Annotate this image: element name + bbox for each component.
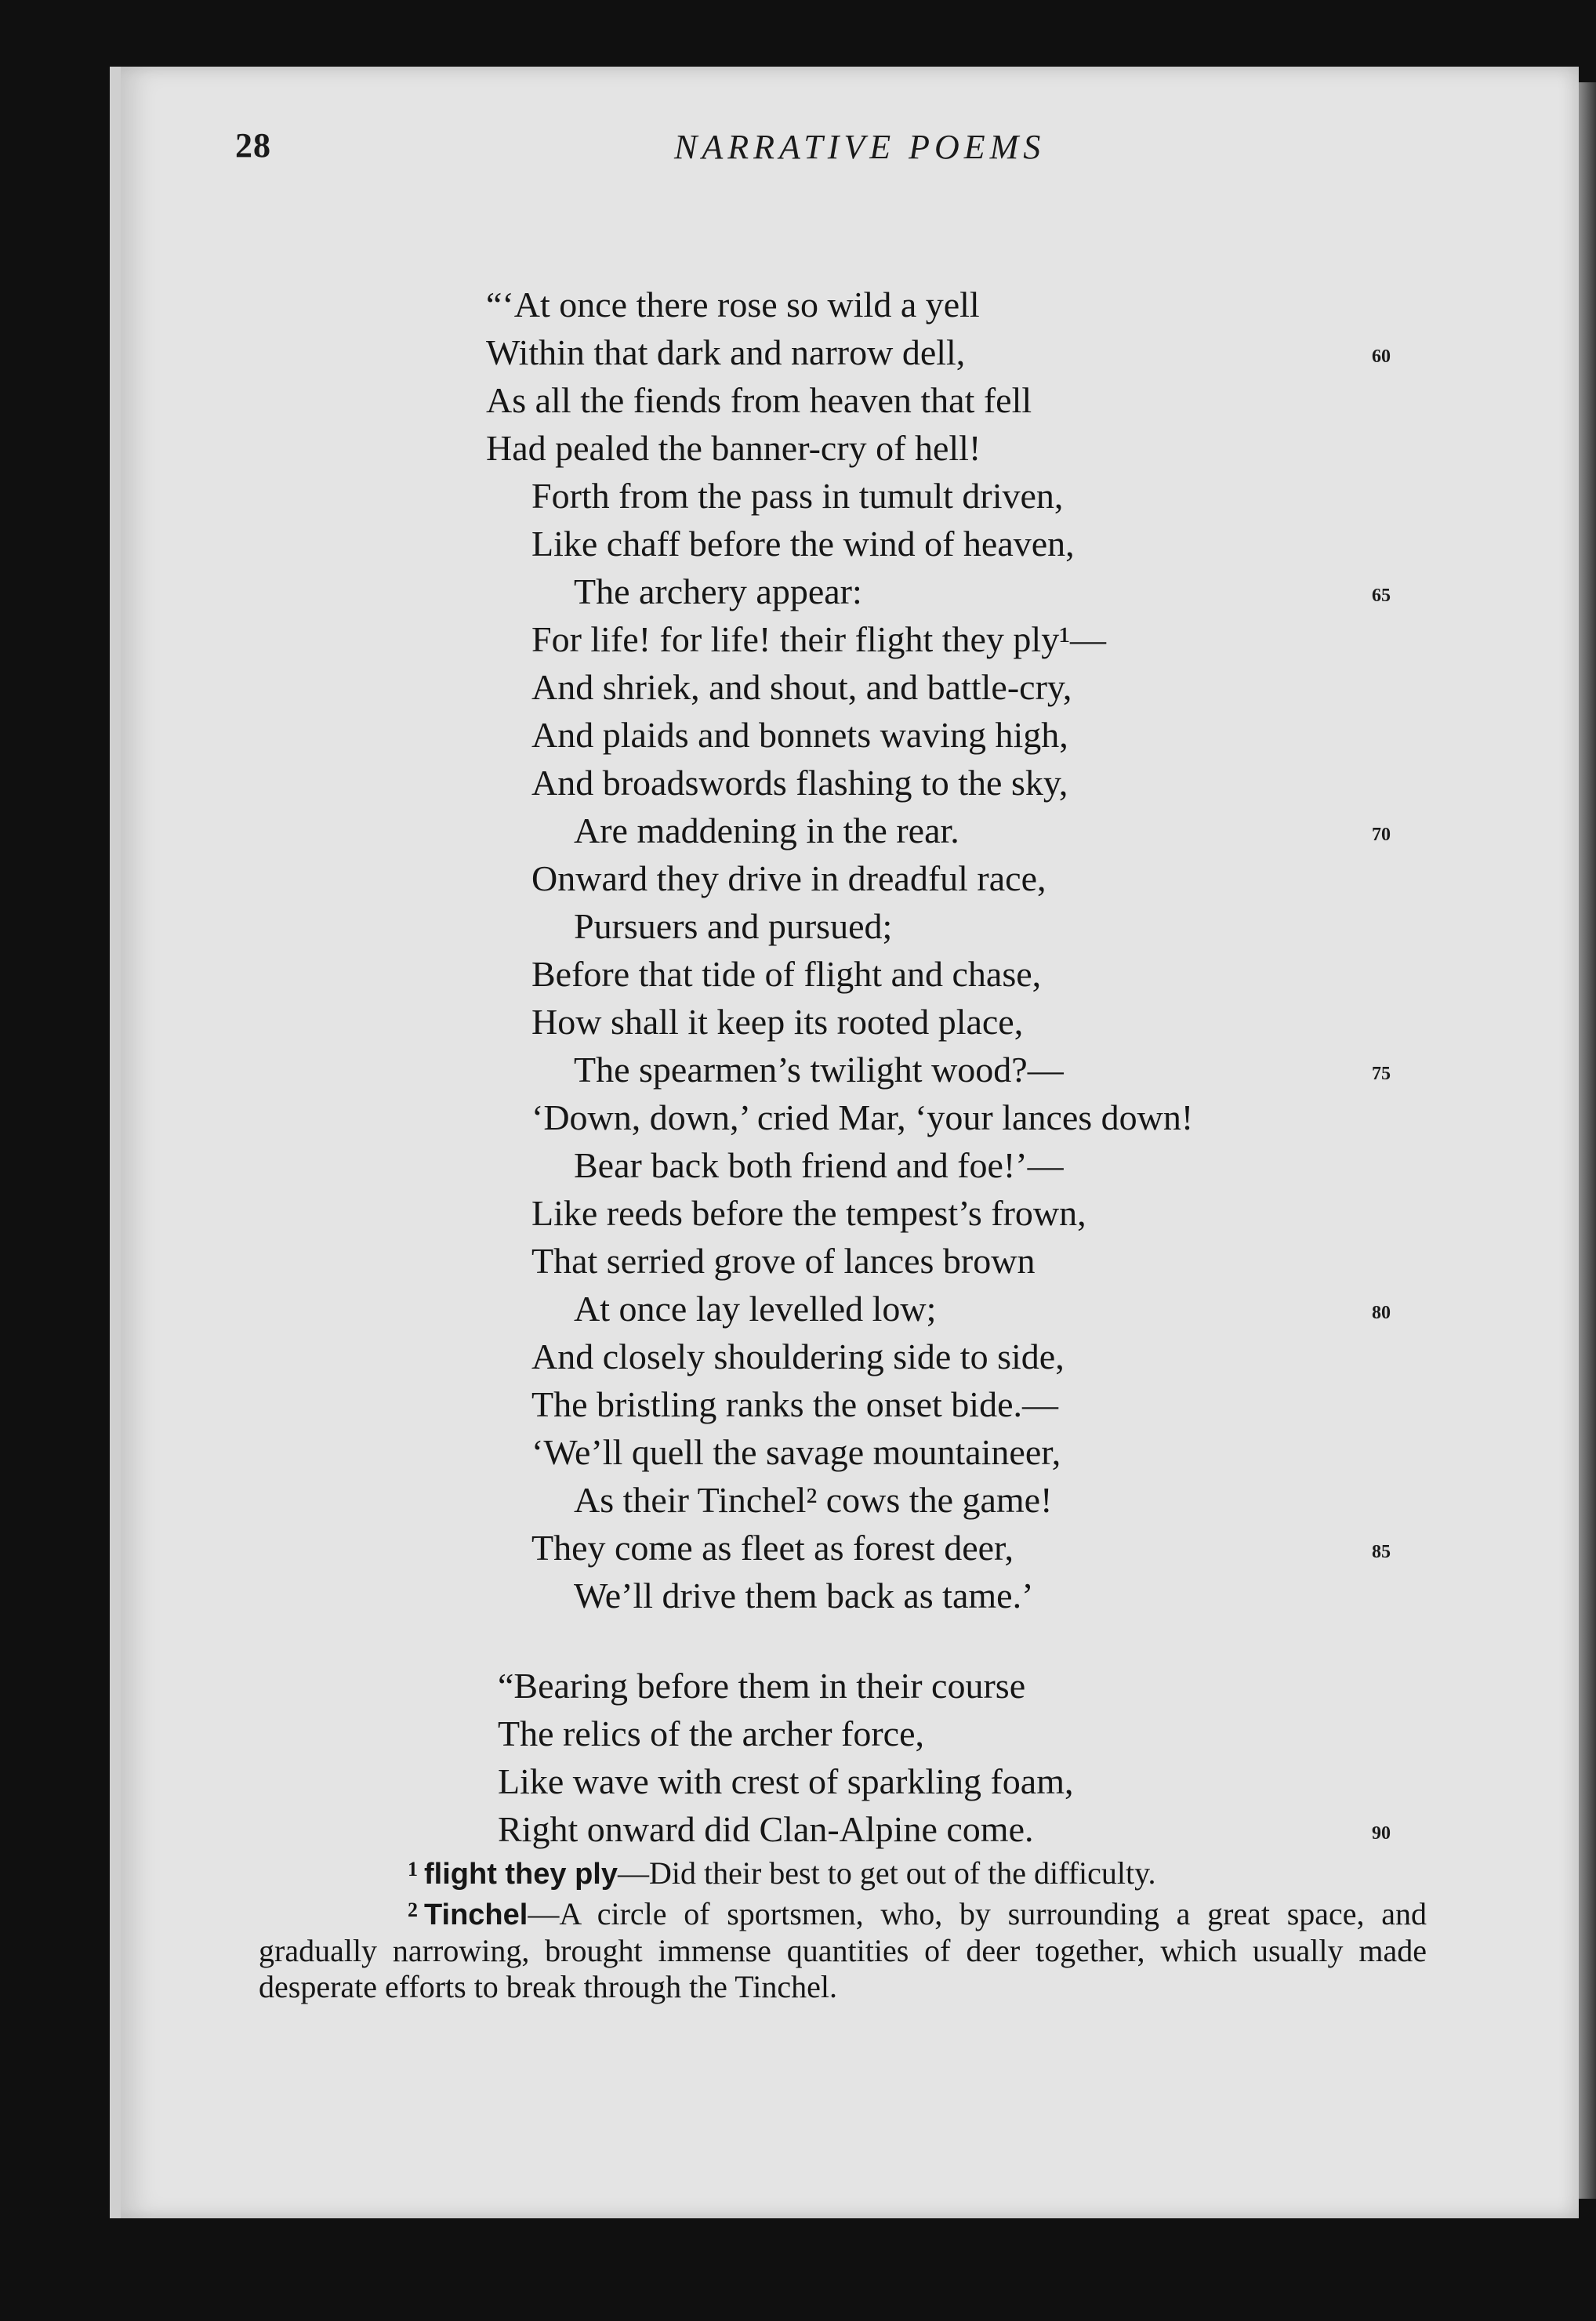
running-head: NARRATIVE POEMS — [674, 128, 1046, 166]
page-number: 28 — [235, 126, 271, 165]
poem-line-text: Like chaff before the wind of heaven, — [531, 524, 1075, 564]
poem-line — [498, 1805, 1454, 1853]
poem-line — [486, 950, 1442, 998]
footnote-marker: 1 — [408, 1858, 418, 1880]
poem-line-text: The bristling ranks the onset bide.— — [531, 1384, 1058, 1424]
line-number: 70 — [1372, 825, 1391, 845]
poem-line — [486, 376, 1442, 424]
footnote-2 — [259, 1892, 1427, 2005]
poem-line — [486, 759, 1442, 807]
poem-line — [486, 424, 1442, 472]
poem-line — [498, 1662, 1454, 1710]
poem-line — [486, 472, 1442, 520]
poem-line — [486, 711, 1442, 759]
footnotes — [259, 1851, 1427, 2005]
poem-line — [486, 663, 1442, 711]
line-number: 80 — [1372, 1303, 1391, 1323]
poem-line-text: We’ll drive them back as tame.’ — [574, 1576, 1034, 1616]
poem-line-text: The archery appear: — [574, 571, 862, 611]
poem-line-text: They come as fleet as forest deer, — [531, 1528, 1014, 1568]
page-header — [235, 125, 1411, 188]
poem-line-text: And plaids and bonnets waving high, — [531, 715, 1068, 755]
line-number: 60 — [1372, 346, 1391, 367]
poem-line-text: That serried grove of lances brown — [531, 1241, 1036, 1281]
poem-line — [486, 615, 1442, 663]
footnote-marker: 2 — [408, 1899, 418, 1921]
poem-line — [486, 1428, 1442, 1476]
poem-line-text: As all the fiends from heaven that fell — [486, 380, 1032, 420]
poem-line — [486, 281, 1442, 328]
footnote-term: flight they ply — [424, 1858, 618, 1891]
poem-line-text: For life! for life! their flight they ply¹— — [531, 619, 1106, 659]
poem-line-text: “Bearing before them in their course — [498, 1666, 1026, 1706]
line-number: 75 — [1372, 1064, 1391, 1084]
poem-line — [498, 1757, 1454, 1805]
poem-line — [486, 1189, 1442, 1237]
footnote-1 — [259, 1851, 1427, 1892]
poem-line-text: And broadswords flashing to the sky, — [531, 763, 1068, 803]
line-number: 65 — [1372, 586, 1391, 606]
poem-line-text: Like reeds before the tempest’s frown, — [531, 1193, 1086, 1233]
poem-line — [486, 854, 1442, 902]
poem-line-text: Onward they drive in dreadful race, — [531, 858, 1046, 898]
poem-line-text: And shriek, and shout, and battle-cry, — [531, 667, 1072, 707]
poem-line-text: Within that dark and narrow dell, — [486, 332, 966, 372]
poem-line-text: At once lay levelled low; — [574, 1289, 937, 1329]
page-edge-shadow — [1579, 82, 1596, 2199]
poem-line-text: Right onward did Clan-Alpine come. — [498, 1809, 1034, 1849]
poem-line — [486, 1380, 1442, 1428]
poem-line — [486, 1572, 1442, 1619]
poem-line — [486, 1524, 1442, 1572]
poem-line-text: ‘Down, down,’ cried Mar, ‘your lances down! — [531, 1097, 1194, 1137]
stanza-2 — [498, 1662, 1454, 1853]
poem-line-text: ‘We’ll quell the savage mountaineer, — [531, 1432, 1061, 1472]
poem-line — [486, 998, 1442, 1046]
poem-line-text: “‘At once there rose so wild a yell — [486, 285, 980, 325]
poem-line-text: The relics of the archer force, — [498, 1714, 925, 1753]
poem-line — [486, 328, 1442, 376]
poem-line-text: Bear back both friend and foe!’— — [574, 1145, 1064, 1185]
poem-line — [486, 902, 1442, 950]
poem-line-text: Had pealed the banner-cry of hell! — [486, 428, 981, 468]
footnote-text: —A circle of sportsmen, who, by surrounding a great space, and gradually narrowing, brought immense quantities of deer together, which usually made desperate efforts to break through the Tinchel. — [259, 1896, 1427, 2004]
poem-line — [498, 1710, 1454, 1757]
poem-line — [486, 520, 1442, 568]
poem-line — [486, 568, 1442, 615]
poem-line — [486, 807, 1442, 854]
poem-line-text: And closely shouldering side to side, — [531, 1336, 1065, 1376]
footnote-text: —Did their best to get out of the difficulty. — [618, 1855, 1156, 1891]
poem-line — [486, 1285, 1442, 1333]
footnote-term: Tinchel — [424, 1899, 528, 1931]
poem-line-text: Forth from the pass in tumult driven, — [531, 476, 1064, 516]
poem-line — [486, 1237, 1442, 1285]
poem-line — [486, 1046, 1442, 1093]
poem-line-text: As their Tinchel² cows the game! — [574, 1480, 1053, 1520]
poem-line-text: Like wave with crest of sparkling foam, — [498, 1761, 1074, 1801]
poem-line-text: Pursuers and pursued; — [574, 906, 893, 946]
stanza-1 — [486, 281, 1442, 1619]
poem-line-text: The spearmen’s twilight wood?— — [574, 1050, 1064, 1090]
poem-line-text: Before that tide of flight and chase, — [531, 954, 1042, 994]
poem-line-text: Are maddening in the rear. — [574, 811, 959, 850]
poem-line — [486, 1093, 1442, 1141]
poem-line-text: How shall it keep its rooted place, — [531, 1002, 1024, 1042]
line-number: 85 — [1372, 1542, 1391, 1562]
poem-line — [486, 1333, 1442, 1380]
poem-line — [486, 1476, 1442, 1524]
poem-line — [486, 1141, 1442, 1189]
line-number: 90 — [1372, 1823, 1391, 1844]
